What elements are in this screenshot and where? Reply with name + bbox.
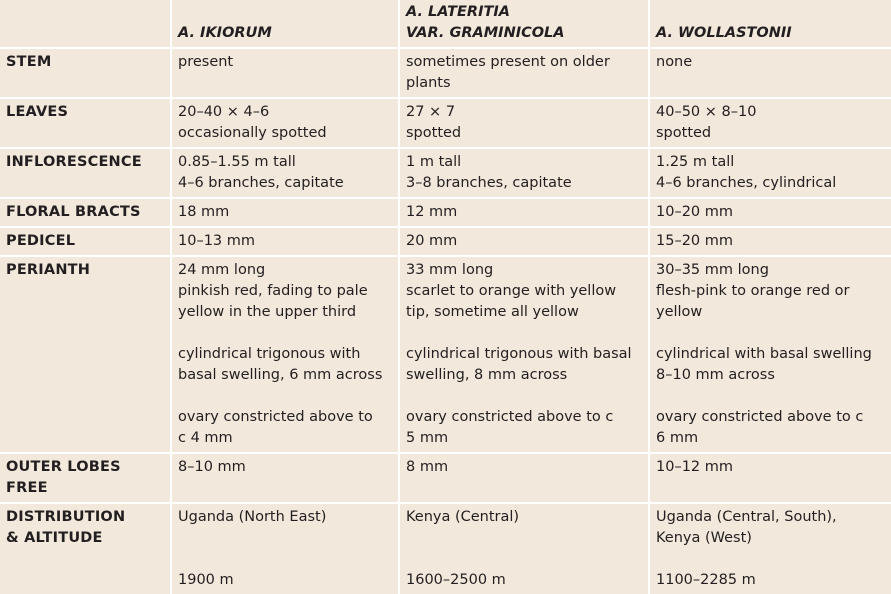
row-label (0, 198, 171, 227)
cell-line: present (178, 54, 234, 70)
cell-line: 4–6 branches, cylindrical (656, 175, 837, 191)
cell-line: Kenya (Central) (406, 509, 520, 525)
cell-line: 18 mm (178, 204, 230, 220)
cell-line: 3–8 branches, capitate (406, 175, 572, 191)
row-label-line: STEM (6, 54, 52, 70)
table-cell (399, 148, 649, 198)
cell-line: cylindrical trigonous with (178, 346, 361, 362)
cell-line (406, 528, 642, 549)
row-label-line: DISTRIBUTION (6, 509, 126, 525)
cell-line: ovary constricted above to c (656, 409, 864, 425)
cell-line: 0.85–1.55 m tall (178, 154, 296, 170)
row-label (0, 48, 171, 98)
table-cell (399, 227, 649, 256)
cell-line: basal swelling, 6 mm across (178, 367, 383, 383)
cell-line: 1 m tall (406, 154, 462, 170)
cell-line: 10–12 mm (656, 459, 734, 475)
table-body (0, 48, 891, 594)
cell-line: 20–40 × 4–6 (178, 104, 270, 120)
paragraph-gap (656, 549, 885, 570)
column-header-line: A. LATERITIA (406, 4, 510, 20)
table-row (0, 256, 891, 453)
cell-line: pinkish red, fading to pale (178, 283, 368, 299)
cell-line: occasionally spotted (178, 125, 327, 141)
cell-line: flesh-pink to orange red or (656, 283, 850, 299)
column-header-a-wollastonii (649, 0, 891, 48)
table-cell (171, 98, 399, 148)
cell-line: ovary constricted above to c (406, 409, 614, 425)
cell-line: 1100–2285 m (656, 572, 756, 588)
table-cell (171, 453, 399, 503)
cell-line: 40–50 × 8–10 (656, 104, 757, 120)
table-cell (399, 198, 649, 227)
cell-line: 8–10 mm (178, 459, 246, 475)
table-cell (649, 48, 891, 98)
table-row (0, 148, 891, 198)
row-label-line: PEDICEL (6, 233, 76, 249)
cell-line: 4–6 branches, capitate (178, 175, 344, 191)
cell-line: spotted (656, 125, 712, 141)
paragraph-gap (656, 323, 885, 344)
table-cell (399, 256, 649, 453)
row-label-line: PERIANTH (6, 262, 91, 278)
cell-line: 15–20 mm (656, 233, 734, 249)
paragraph-gap (406, 549, 642, 570)
row-label-line: INFLORESCENCE (6, 154, 142, 170)
table-cell (171, 48, 399, 98)
paragraph-gap (406, 386, 642, 407)
cell-line: 24 mm long (178, 262, 266, 278)
row-label (0, 148, 171, 198)
header-corner (0, 0, 171, 48)
cell-line: cylindrical with basal swelling (656, 346, 872, 362)
row-label (0, 227, 171, 256)
column-header-line: VAR. GRAMINICOLA (406, 25, 565, 41)
paragraph-gap (178, 323, 392, 344)
cell-line: 12 mm (406, 204, 458, 220)
cell-line: scarlet to orange with yellow (406, 283, 617, 299)
table-row (0, 198, 891, 227)
cell-line: Kenya (West) (656, 530, 752, 546)
cell-line: 8–10 mm across (656, 367, 775, 383)
table-cell (399, 98, 649, 148)
table-cell (649, 227, 891, 256)
row-label-line: & ALTITUDE (6, 530, 103, 546)
cell-line (178, 528, 392, 549)
paragraph-gap (656, 386, 885, 407)
cell-line: 1.25 m tall (656, 154, 735, 170)
table-row (0, 227, 891, 256)
cell-line: 33 mm long (406, 262, 494, 278)
cell-line: ovary constricted above to (178, 409, 373, 425)
cell-line: plants (406, 75, 451, 91)
column-header-a-ikiorum (171, 0, 399, 48)
column-header-line: A. WOLLASTONII (656, 25, 792, 41)
table-row (0, 48, 891, 98)
table-cell (171, 148, 399, 198)
table-row (0, 453, 891, 503)
cell-line: tip, sometime all yellow (406, 304, 579, 320)
cell-line: sometimes present on older (406, 54, 610, 70)
row-label (0, 453, 171, 503)
cell-line: 10–20 mm (656, 204, 734, 220)
cell-line: yellow (656, 304, 703, 320)
table-cell (171, 227, 399, 256)
cell-line: swelling, 8 mm across (406, 367, 568, 383)
row-label-line: OUTER LOBES FREE (6, 459, 127, 496)
cell-line: cylindrical trigonous with basal (406, 346, 632, 362)
header-row (0, 0, 891, 48)
cell-line: 1900 m (178, 572, 234, 588)
cell-line: 27 × 7 (406, 104, 456, 120)
cell-line: 10–13 mm (178, 233, 256, 249)
table-cell (171, 198, 399, 227)
row-label-line: LEAVES (6, 104, 69, 120)
cell-line: none (656, 54, 693, 70)
column-header-line: A. IKIORUM (178, 25, 272, 41)
paragraph-gap (178, 549, 392, 570)
table-cell (399, 48, 649, 98)
table-cell (649, 256, 891, 453)
cell-line: Uganda (North East) (178, 509, 327, 525)
row-label (0, 256, 171, 453)
table-row (0, 98, 891, 148)
cell-line: yellow in the upper third (178, 304, 357, 320)
table-cell (649, 453, 891, 503)
cell-line: 6 mm (656, 430, 699, 446)
row-label (0, 98, 171, 148)
row-label-line: FLORAL BRACTS (6, 204, 141, 220)
table-cell (649, 148, 891, 198)
cell-line: 1600–2500 m (406, 572, 506, 588)
cell-line: 8 mm (406, 459, 449, 475)
paragraph-gap (406, 323, 642, 344)
paragraph-gap (178, 386, 392, 407)
cell-line: spotted (406, 125, 462, 141)
table-cell (399, 453, 649, 503)
table-cell (649, 198, 891, 227)
table-cell (649, 98, 891, 148)
cell-line: 5 mm (406, 430, 449, 446)
cell-line: 30–35 mm long (656, 262, 769, 278)
table-cell (171, 256, 399, 453)
cell-line: Uganda (Central, South), (656, 509, 837, 525)
cell-line: 20 mm (406, 233, 458, 249)
cell-line: c 4 mm (178, 430, 233, 446)
column-header-a-lateritia-graminicola (399, 0, 649, 48)
